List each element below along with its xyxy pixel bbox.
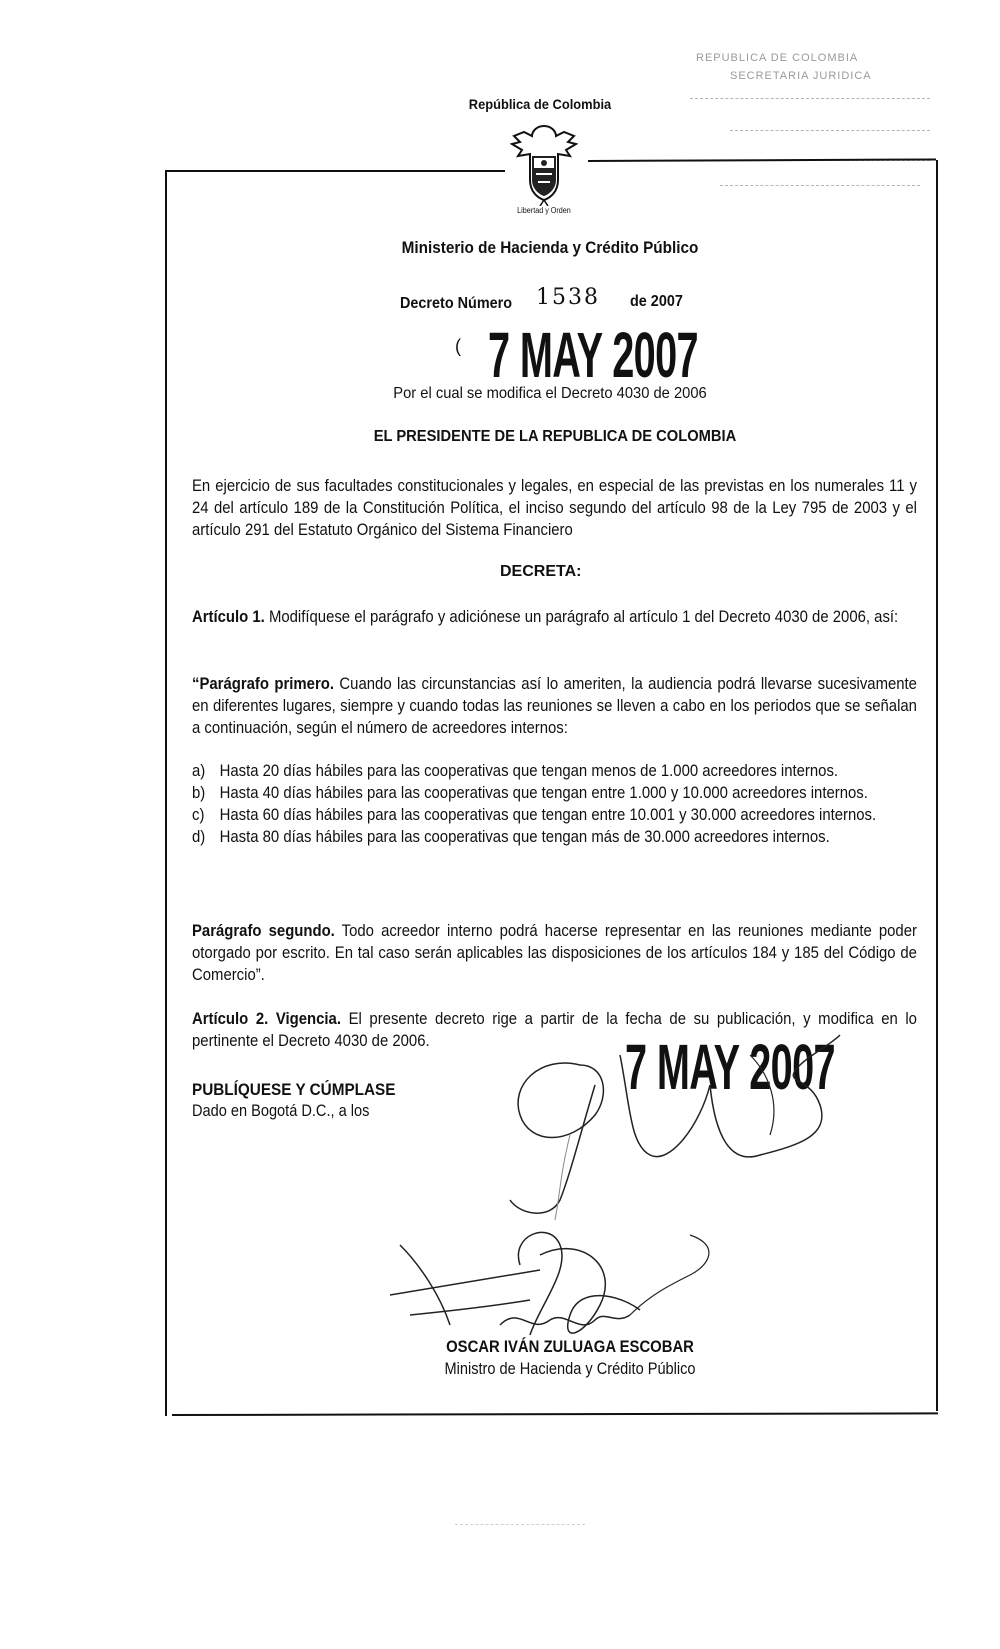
list-marker: d)	[192, 828, 206, 846]
list-item-text: Hasta 60 días hábiles para las cooperativas que tengan entre 10.001 y 30.000 acreedores internos.	[219, 806, 877, 824]
list-marker: a)	[192, 762, 206, 780]
decree-number: 1538	[536, 285, 600, 310]
stamp-line-1: REPUBLICA DE COLOMBIA	[696, 52, 859, 64]
decree-issuer: EL PRESIDENTE DE LA REPUBLICA DE COLOMBIA	[373, 428, 737, 445]
paragraph-1	[192, 673, 917, 739]
paragraph-2-text: Todo acreedor interno podrá hacerse representar en las reuniones mediante poder otorgado por escrito. En tal caso serán aplicables las disposiciones de los artículos 184 y 185 del Código de Comercio”.	[192, 922, 917, 984]
list-item	[192, 782, 917, 804]
signatory-name: OSCAR IVÁN ZULUAGA ESCOBAR	[446, 1338, 694, 1356]
article-1-text: Modifíquese el parágrafo y adiciónese un parágrafo al artículo 1 del Decreto 4030 de 2006, así:	[268, 608, 899, 626]
publiquese-heading: PUBLÍQUESE Y CÚMPLASE	[192, 1080, 396, 1099]
list-marker: b)	[192, 784, 206, 802]
president-signature-icon	[500, 1025, 880, 1225]
stamp-line-2: SECRETARIA JURIDICA	[730, 70, 872, 82]
ministry-name: Ministerio de Hacienda y Crédito Público	[401, 238, 699, 257]
parenthesis-mark: (	[455, 336, 461, 356]
frame-border-bottom	[172, 1412, 938, 1416]
footer-mark	[455, 1524, 585, 1525]
list-item-text: Hasta 80 días hábiles para las cooperativas que tengan más de 30.000 acreedores internos.	[219, 828, 830, 846]
periods-list	[192, 760, 917, 848]
list-item-text: Hasta 20 días hábiles para las cooperativas que tengan menos de 1.000 acreedores internos.	[219, 762, 839, 780]
date-stamp-bottom: 7 MAY 2007	[625, 1031, 836, 1103]
paragraph-1-text: Cuando las circunstancias así lo ameriten, la audiencia podrá llevarse sucesivamente en diferentes lugares, siempre y cuando todas las reuniones se lleven a cabo en los periodos que se señalan a continuación, según el número de acreedores internos:	[192, 675, 917, 737]
decreta-heading: DECRETA:	[500, 563, 582, 580]
paragraph-2-lead: Parágrafo segundo.	[192, 922, 335, 940]
frame-border-left	[165, 170, 167, 1416]
article-2-text: El presente decreto rige a partir de la fecha de su publicación, y modifica en lo pertinente el Decreto 4030 de 2006.	[192, 1010, 917, 1050]
motto: Libertad y Orden	[517, 206, 571, 215]
list-item-text: Hasta 40 días hábiles para las cooperativas que tengan entre 1.000 y 10.000 acreedores internos.	[219, 784, 868, 802]
preamble: En ejercicio de sus facultades constitucionales y legales, en especial de las previstas en los numerales 11 y 24 del artículo 189 de la Constitución Política, el inciso segundo del artículo 98 de la Ley 795 de 2003 y el artículo 291 del Estatuto Orgánico del Sistema Financiero	[192, 477, 917, 539]
date-stamp-top: 7 MAY 2007	[488, 319, 699, 391]
list-marker: c)	[192, 806, 205, 824]
country-name: República de Colombia	[468, 96, 612, 112]
article-2-lead: Artículo 2. Vigencia.	[192, 1010, 341, 1028]
frame-border-top-left	[165, 170, 505, 172]
article-1	[192, 606, 917, 628]
list-item	[192, 760, 917, 782]
list-item	[192, 826, 917, 848]
decree-number-label: Decreto Número	[400, 295, 513, 312]
paragraph-2	[192, 920, 917, 986]
issued-place: Dado en Bogotá D.C., a los	[192, 1102, 370, 1120]
list-item	[192, 804, 917, 826]
reception-stamp	[690, 40, 935, 190]
signatory-title: Ministro de Hacienda y Crédito Público	[444, 1360, 696, 1378]
paragraph-1-lead: “Parágrafo primero.	[192, 675, 334, 693]
frame-border-right	[936, 160, 938, 1411]
decree-year: de 2007	[630, 293, 683, 310]
decree-subject: Por el cual se modifica el Decreto 4030 de 2006	[393, 385, 707, 402]
article-1-lead: Artículo 1.	[192, 608, 265, 626]
coat-of-arms-icon	[510, 122, 578, 206]
